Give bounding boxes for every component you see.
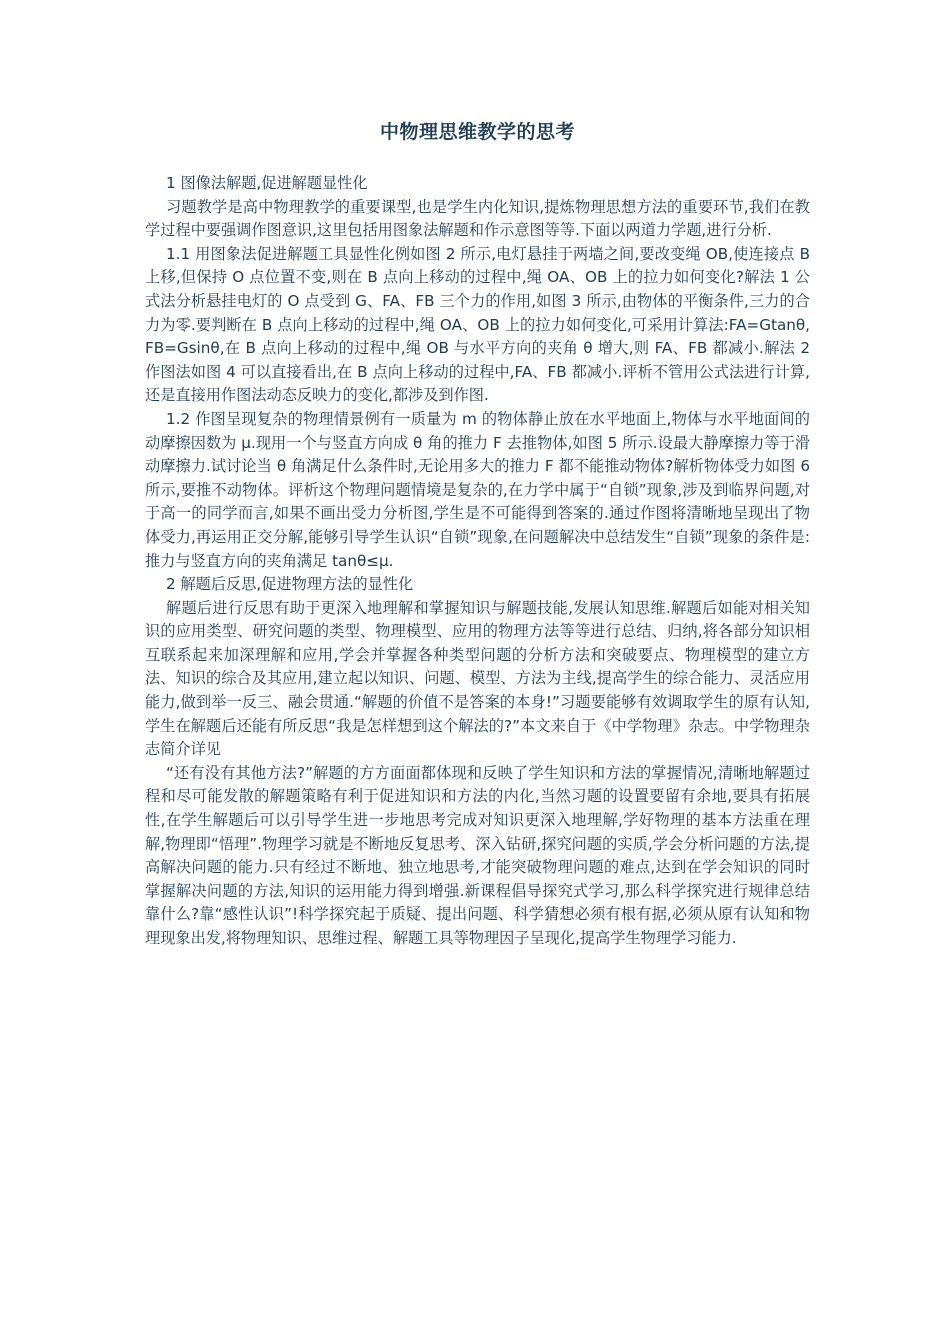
section-heading-2: 2 解题后反思,促进物理方法的显性化 [166,575,414,594]
document-title: 中物理思维教学的思考 [379,121,575,143]
paragraph-intro: 习题教学是高中物理教学的重要课型,也是学生内化知识,提炼物理思想方法的重要环节,我们在教学过程中要强调作图意识,这里包括用图象法解题和作示意图等等.下面以两道力学题,进行分析. [145,197,810,240]
section-heading-1: 1 图像法解题,促进解题显性化 [166,174,368,192]
paragraph-reflection: 解题后进行反思有助于更深入地理解和掌握知识与解题技能,发展认知思维.解题后如能对相关知识的应用类型、研究问题的类型、物理模型、应用的物理方法等等进行总结、归纳,将各部分知识相互联系起来加深理解和应用,学会并掌握各种类型问题的分析方法和突破要点、物理模型的建立方法、知识的综合及其应用,建立起以知识、问题、模型、方法为主线,提高学生的综合能力、灵活应用能力,做到举一反三、融会贯通.“解题的价值不是答案的本身!”习题要能够有效调取学生的原有认知,学生在解题后还能有所反思“我是怎样想到这个解法的?”本文来自于《中学物理》杂志。中学物理杂志简介详见 [145,598,810,759]
paragraph-1-1: 1.1 用图象法促进解题工具显性化例如图 2 所示,电灯悬挂于两墙之间,要改变绳 OB,使连接点 B 上移,但保持 O 点位置不变,则在 B 点向上移动的过程中,绳 OA、OB 上的拉力如何变化?解法 1 公式法分析悬挂电灯的 O 点受到 G、FA、FB 三个力的作用,如图 3 所示,由物体的平衡条件,三力的合力为零.要判断在 B 点向上移动的过程中,绳 OA、OB 上的拉力如何变化,可采用计算法:FA=Gtanθ,FB=Gsinθ,在 B 点向上移动的过程中,绳 OB 与水平方向的夹角 θ 增大,则 FA、FB 都减小.解法 2 作图法如图 4 可以直接看出,在 B 点向上移动的过程中,FA、FB 都减小.评析不管用公式法进行计算,还是直接用作图法动态反映力的变化,都涉及到作图. [145,244,810,405]
paragraph-1-2: 1.2 作图呈现复杂的物理情景例有一质量为 m 的物体静止放在水平地面上,物体与水平地面间的动摩擦因数为 μ.现用一个与竖直方向成 θ 角的推力 F 去推物体,如图 5 所示.设最大静摩擦力等于滑动摩擦力.试讨论当 θ 角满足什么条件时,无论用多大的推力 F 都不能推动物体?解析物体受力如图 6 所示,要推不动物体。评析这个物理问题情境是复杂的,在力学中属于“自锁”现象,涉及到临界问题,对于高一的同学而言,如果不画出受力分析图,学生是不可能得到答案的.通过作图将清晰地呈现出了物体受力,再运用正交分解,能够引导学生认识“自锁”现象,在问题解决中总结发生“自锁”现象的条件是:推力与竖直方向的夹角满足 tanθ≤μ. [145,409,811,570]
document-page [145,118,810,951]
paragraph-other-methods: “还有没有其他方法?”解题的方方面面都体现和反映了学生知识和方法的掌握情况,清晰地解题过程和尽可能发散的解题策略有利于促进知识和方法的内化,当然习题的设置要留有余地,要具有拓展性,在学生解题后可以引导学生进一步地思考完成对知识更深入地理解,学好物理的基本方法重在理解,物理即“悟理”.物理学习就是不断地反复思考、深入钻研,探究问题的实质,学会分析问题的方法,提高解决问题的能力.只有经过不断地、独立地思考,才能突破物理问题的难点,达到在学会知识的同时掌握解决问题的方法,知识的运用能力得到增强.新课程倡导探究式学习,那么科学探究进行规律总结靠什么?靠“感性认识”!科学探究起于质疑、提出问题、科学猜想必须有根有据,必须从原有认知和物理现象出发,将物理知识、思维过程、解题工具等物理因子呈现化,提高学生物理学习能力. [145,763,810,947]
